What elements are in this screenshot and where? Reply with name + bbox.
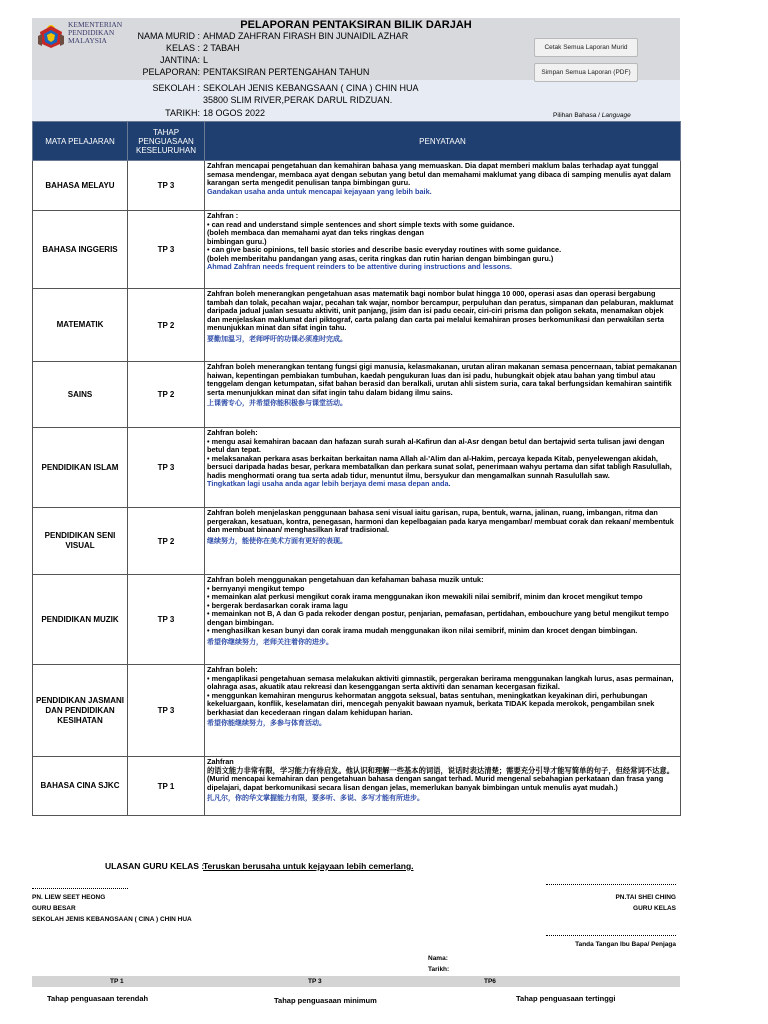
subject-cell: BAHASA INGGERIS bbox=[33, 211, 128, 289]
table-row bbox=[33, 508, 681, 575]
statement-line: • memainkan alat perkusi mengikut corak irama menggunakan ikon mewakili nilai semibrif, minim dan krocet mengikut tempo bbox=[207, 592, 643, 601]
statement-line: • bernyanyi mengikut tempo bbox=[207, 583, 305, 593]
level-cell: TP 2 bbox=[128, 362, 205, 428]
info-label: PELAPORAN: bbox=[142, 67, 200, 77]
teacher-role: GURU KELAS bbox=[633, 905, 676, 912]
mastery-scale-bar bbox=[32, 976, 680, 987]
info-label: NAMA MURID : bbox=[137, 31, 200, 41]
statement-line: Zahfran boleh menggunakan pengetahuan dan kefahaman bahasa muzik untuk: bbox=[207, 575, 484, 584]
info-label: JANTINA: bbox=[159, 55, 200, 65]
statement-cell bbox=[205, 289, 681, 362]
teacher-tip: 要勤加温习，老师呼吁的功课必须准时完成。 bbox=[207, 335, 347, 343]
parent-name-label: Nama: bbox=[428, 955, 448, 962]
subject-cell: BAHASA MELAYU bbox=[33, 161, 128, 211]
statement-line: Zahfran mencapai pengetahuan dan kemahiran bahasa yang memuaskan. Dia dapat memberi maklum balas terhadap ayat tunggal semasa mendengar, membaca ayat dengan sebutan yang betul dan memahami maklumat yang dibaca di samping menulis ayat dalam karangan serta mengedit penulisan tanpa bimbingan guru. bbox=[207, 161, 671, 187]
statement-cell bbox=[205, 575, 681, 665]
table-row bbox=[33, 665, 681, 757]
subject-cell: PENDIDIKAN MUZIK bbox=[33, 575, 128, 665]
print-all-reports-button[interactable]: Cetak Semua Laporan Murid bbox=[534, 38, 638, 57]
info-value: 35800 SLIM RIVER,PERAK DARUL RIDZUAN. bbox=[203, 95, 393, 105]
assessment-table bbox=[32, 121, 681, 816]
teacher-tip: Gandakan usaha anda untuk mencapai kejayaan yang lebih baik. bbox=[207, 186, 432, 196]
save-all-pdf-button[interactable]: Simpan Semua Laporan (PDF) bbox=[534, 63, 638, 82]
header-subject: MATA PELAJARAN bbox=[33, 122, 128, 161]
subject-cell: PENDIDIKAN ISLAM bbox=[33, 428, 128, 508]
head-signature bbox=[32, 892, 192, 925]
subject-cell: PENDIDIKAN SENI VISUAL bbox=[33, 508, 128, 575]
statement-line: (boleh membaca dan memahami ayat dan teks ringkas dengan bbox=[207, 228, 424, 237]
statement-line: 的语文能力非常有限，学习能力有待启发。他认识和理解一些基本的词语，说话时表达清楚；需要充分引导才能写简单的句子，但经常词不达意。 bbox=[207, 765, 674, 775]
info-value: SEKOLAH JENIS KEBANGSAAN ( CINA ) CHIN HUA bbox=[203, 83, 419, 93]
statement-cell bbox=[205, 508, 681, 575]
statement-line: Zahfran boleh: bbox=[207, 665, 258, 674]
teacher-tip: 希望你继续努力，老师关注着你的进步。 bbox=[207, 638, 333, 646]
statement-line: • memainkan not B, A dan G pada rekoder dengan postur, penjarian, pemafasan, pertidahan, embouchure yang betul mengikut tempo dengan bimbingan. bbox=[207, 609, 669, 627]
header-level: TAHAP PENGUASAAN KESELURUHAN bbox=[128, 122, 205, 161]
level-cell: TP 3 bbox=[128, 575, 205, 665]
table-row bbox=[33, 161, 681, 211]
language-label-en: Language bbox=[601, 112, 631, 119]
level-cell: TP 2 bbox=[128, 289, 205, 362]
statement-line: • can read and understand simple sentences and short simple texts with some guidance. bbox=[207, 219, 515, 229]
table-row bbox=[33, 428, 681, 508]
statement-line: Zahfran boleh menjelaskan penggunaan bahasa seni visual iaitu garisan, rupa, bentuk, warna, jalinan, ruang, imbangan, ritma dan pergerakan, kesatuan, kontra, penegasan, harmoni dan kepelbagaian pada karya mengambar/ membuat corak dan rekaan/ membentuk dan membuat binaan/ menghasilkan kraf tradisional. bbox=[207, 508, 674, 534]
statement-line: • mengaplikasi pengetahuan semasa melakukan aktiviti gimnastik, pergerakan berirama menggunakan langkah lurus, asas permainan, olahraga asas, akuatik atau rekreasi dan kesenggangan serta aktiviti dan senaman kecergasan fizikal. bbox=[207, 673, 674, 691]
info-value: PENTAKSIRAN PERTENGAHAN TAHUN bbox=[203, 67, 370, 77]
statement-line: Zahfran bbox=[207, 757, 234, 766]
subject-cell: BAHASA CINA SJKC bbox=[33, 757, 128, 816]
statement-line: • melaksanakan perkara asas berkaitan berkaitan nama Allah al-'Alim dan al-Hakim, percaya kepada Kitab, penyelewengan akidah, bersuci daripada hadas besar, perkara membatalkan dan perkara sunat solat, penerimaan wahyu pertama dan sifat tabligh Rasulullah, hadis menghormati orang tua serta adab tidur, menuntut ilmu, bersyukur dan mengamalkan sunnah Rasulullah saw. bbox=[207, 453, 672, 480]
report-title: PELAPORAN PENTAKSIRAN BILIK DARJAH bbox=[240, 19, 472, 31]
info-label: KELAS : bbox=[165, 43, 200, 53]
table-row bbox=[33, 757, 681, 816]
scale-desc-1: Tahap penguasaan terendah bbox=[47, 994, 149, 1003]
header-statement: PENYATAAN bbox=[205, 122, 681, 161]
table-row bbox=[33, 289, 681, 362]
info-value: 18 OGOS 2022 bbox=[203, 108, 266, 118]
teacher-tip: 希望你能继续努力，多参与体育活动。 bbox=[207, 720, 326, 727]
level-cell: TP 3 bbox=[128, 665, 205, 757]
scale-code-1: TP 1 bbox=[110, 978, 124, 985]
statement-cell bbox=[205, 161, 681, 211]
level-cell: TP 2 bbox=[128, 508, 205, 575]
statement-cell bbox=[205, 665, 681, 757]
statement-line: Zahfran : bbox=[207, 211, 239, 220]
statement-line: (Murid mencapai kemahiran dan pengetahuan bahasa dengan sangat terhad. Murid mengenal sebahagian perkataan dan frasa yang dipelajari, dapat berkomunikasi secara lisan dengan jelas, memerlukan banyak bimbingan untuk menulis ayat mudah.) bbox=[207, 774, 664, 792]
teacher-tip: Ahmad Zahfran needs frequent reinders to be attentive during instructions and lessons. bbox=[207, 262, 512, 271]
ministry-name: KEMENTERIAN PENDIDIKAN MALAYSIA bbox=[68, 20, 123, 45]
level-cell: TP 3 bbox=[128, 428, 205, 508]
statement-line: • can give basic opinions, tell basic stories and describe basic everyday routines with some guidance. bbox=[207, 245, 562, 254]
statement-line: bimbingan guru.) bbox=[207, 236, 267, 246]
info-label: SEKOLAH : bbox=[152, 83, 200, 93]
statement-line: (boleh memberitahu pandangan yang asas, cerita ringkas dan rutin harian dengan bimbingan guru.) bbox=[207, 253, 554, 263]
scale-code-2: TP 3 bbox=[308, 978, 322, 985]
head-role: GURU BESAR bbox=[32, 905, 76, 912]
remarks-value: Teruskan berusaha untuk kejayaan lebih cemerlang. bbox=[203, 861, 414, 871]
teacher-signature bbox=[615, 892, 676, 914]
statement-line: • mengu asai kemahiran bacaan dan hafazan surah surah al-Kafirun dan al-Asr dengan betul dan bertajwid serta tulisan jawi dengan betul dan tepat. bbox=[207, 436, 665, 454]
subject-cell: MATEMATIK bbox=[33, 289, 128, 362]
subject-cell: PENDIDIKAN JASMANI DAN PENDIDIKAN KESIHATAN bbox=[33, 665, 128, 757]
teacher-tip: Tingkatkan lagi usaha anda agar lebih berjaya demi masa depan anda. bbox=[207, 479, 451, 488]
statement-cell bbox=[205, 428, 681, 508]
teacher-tip: 上课需专心，并希望你能积极参与课堂活动。 bbox=[207, 400, 347, 407]
level-cell: TP 3 bbox=[128, 161, 205, 211]
remarks-label: ULASAN GURU KELAS : bbox=[105, 861, 205, 871]
teacher-tip: 扎凡尔，你的华文掌握能力有限，要多听、多说、多写才能有所进步。 bbox=[207, 795, 424, 802]
parent-date-label: Tarikh: bbox=[428, 966, 450, 973]
scale-code-3: TP6 bbox=[484, 978, 496, 985]
teacher-signature-line bbox=[546, 884, 676, 885]
head-name: PN. LIEW SEET HEONG bbox=[32, 894, 106, 901]
statement-line: Zahfran boleh menerangkan pengetahuan asas matematik bagi nombor bulat hingga 10 000, operasi asas dan operasi bergabung tambah dan tolak, pecahan wajar, pecahan tak wajar, nombor bercampur, perpuluhan dan peratus, simpanan dan pelaburan, maklumat daripada jadual jualan sesuatu aktiviti, unit panjang, jisim dan isi padu cecair, ciri-ciri prisma dan poligon sekata, menamakan objek dan menjelaskan maklumat dari piktograf, carta palang dan carta pai melalui kemahiran proses berkomunikasi dan perwakilan serta menunjukkan minat dan sifat ingin tahu. bbox=[207, 289, 674, 332]
statement-cell bbox=[205, 211, 681, 289]
statement-line: Zahfran boleh: bbox=[207, 428, 258, 437]
head-school: SEKOLAH JENIS KEBANGSAAN ( CINA ) CHIN HUA bbox=[32, 916, 192, 923]
scale-desc-2: Tahap penguasaan minimum bbox=[274, 996, 377, 1005]
subject-cell: SAINS bbox=[33, 362, 128, 428]
info-value: 2 TABAH bbox=[203, 43, 240, 53]
teacher-name: PN.TAI SHEI CHING bbox=[615, 894, 676, 901]
teacher-tip: 继续努力，能使你在美术方面有更好的表现。 bbox=[207, 537, 347, 545]
info-value: AHMAD ZAHFRAN FIRASH BIN JUNAIDIL AZHAR bbox=[203, 31, 409, 41]
statement-line: Zahfran boleh menerangkan tentang fungsi gigi manusia, kelasmakanan, urutan aliran makanan semasa pencernaan, tabiat pemakanan haiwan, kepentingan pembiakan tumbuhan, kaedah pengukuran luas dan isi padu, hubungkait objek atau bahan yang timbul atau tenggelam dengan ketumpatan, sifat bahan berasid dan beralkali, urutan ahli sistem suria, cara takal berfungsidan kemahiran saintifik serta menunjukkan minat dan sifat ingin tahu dalam bidang ilmu sains. bbox=[207, 362, 677, 397]
statement-cell bbox=[205, 757, 681, 816]
info-label: TARIKH: bbox=[165, 108, 200, 118]
head-signature-line bbox=[32, 888, 128, 889]
parent-signature-line bbox=[546, 935, 676, 936]
level-cell: TP 3 bbox=[128, 211, 205, 289]
language-label-ms: Pilihan Bahasa / bbox=[553, 112, 600, 119]
statement-cell bbox=[205, 362, 681, 428]
language-selector[interactable] bbox=[553, 112, 631, 119]
statement-line: • menggunkan kemahiran mengurus kehormatan anggota seksual, batas sentuhan, meningkatkan keyakinan diri, perhubungan kekeluargaan, konflik, keselamatan diri, mencegah penyakit bawaan nyamuk, berkata TIDAK kepada merokok, pengambilan snek berkhasiat dan kecederaan ringan dalam kehidupan harian. bbox=[207, 690, 655, 717]
table-row bbox=[33, 362, 681, 428]
level-cell: TP 1 bbox=[128, 757, 205, 816]
statement-line: • menghasilkan kesan bunyi dan corak irama mudah menggunakan ikon nilai semibrif, minim dan krocet dengan bimbingan. bbox=[207, 626, 638, 635]
statement-line: • bergerak berdasarkan corak irama lagu bbox=[207, 600, 348, 610]
table-row bbox=[33, 211, 681, 289]
table-row bbox=[33, 575, 681, 665]
info-value: L bbox=[203, 55, 209, 65]
scale-desc-3: Tahap penguasaan tertinggi bbox=[516, 994, 616, 1003]
parent-signature-label: Tanda Tangan Ibu Bapa/ Penjaga bbox=[575, 941, 676, 948]
